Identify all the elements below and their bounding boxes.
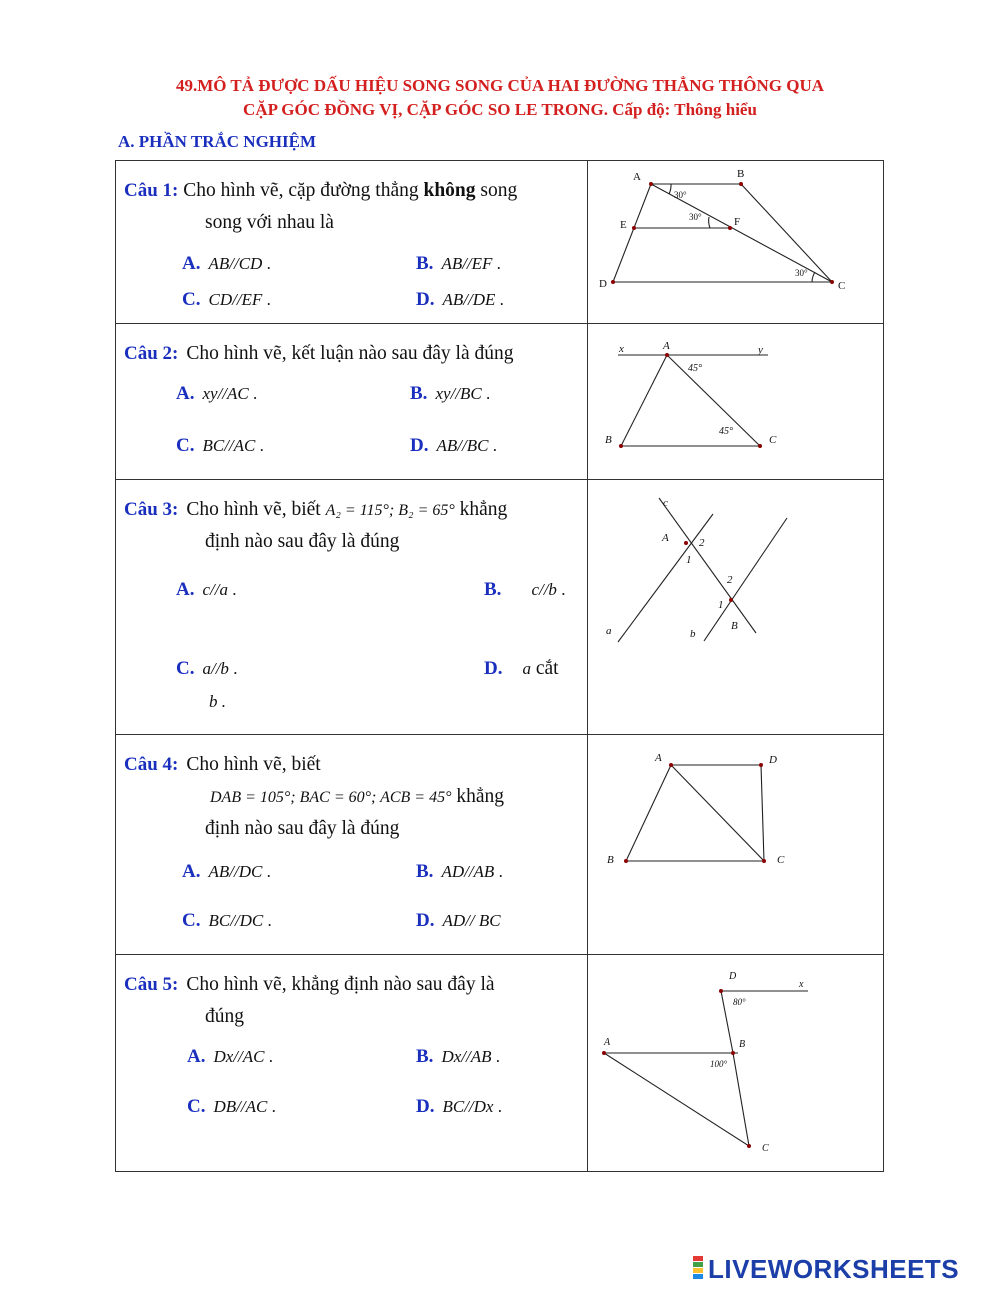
point-b <box>731 1051 735 1055</box>
question-2-cell <box>116 324 588 480</box>
segment-dc <box>761 765 764 861</box>
q5-option-a-value: Dx//AC <box>213 1047 265 1066</box>
q1-option-d-letter: D. <box>416 289 435 310</box>
angle-arc-c <box>812 272 815 282</box>
point-c <box>762 859 766 863</box>
label-b: B <box>607 854 614 866</box>
q1-option-d[interactable] <box>416 289 504 311</box>
question-row-5 <box>116 955 884 1172</box>
q4-option-c-suffix: . <box>263 911 272 930</box>
q3-option-c-letter: C. <box>176 658 195 679</box>
q4-option-b-letter: B. <box>416 861 434 882</box>
q4-option-c[interactable] <box>182 910 272 932</box>
q4-option-b-suffix: . <box>494 862 503 881</box>
point-b <box>739 182 743 186</box>
label-angle-b1: 1 <box>718 599 724 611</box>
label-b: B <box>737 168 745 180</box>
q4-option-a-letter: A. <box>182 861 201 882</box>
segment-ac <box>667 355 760 446</box>
q5-option-c-suffix: . <box>267 1097 276 1116</box>
q1-option-a-value: AB//CD <box>208 254 263 273</box>
question-2-figure <box>588 324 883 480</box>
title-line-1: 49.MÔ TẢ ĐƯỢC DẤU HIỆU SONG SONG CỦA HAI ĐƯỜNG THẲNG THÔNG QUA <box>175 76 825 95</box>
angle-label-c: 30° <box>795 268 808 278</box>
point-d <box>719 989 723 993</box>
q2-option-d-letter: D. <box>410 435 429 456</box>
label-angle-a2: 2 <box>699 537 705 549</box>
question-3-math: A₂ = 115°; B₂ = 65° <box>325 502 455 519</box>
question-3-label: Câu 3: <box>124 499 179 520</box>
label-x: x <box>799 979 804 990</box>
worksheet-title <box>100 74 900 122</box>
segment-ac <box>604 1053 749 1146</box>
angle-label-c: 45° <box>719 426 733 437</box>
point-b <box>624 859 628 863</box>
question-row-4 <box>116 735 884 955</box>
angle-label-a: 45° <box>688 363 702 374</box>
q4-option-d-letter: D. <box>416 910 435 931</box>
q3-option-d-suffix: cắt <box>530 658 559 679</box>
q2-option-d-value: AB//BC <box>436 436 489 455</box>
q1-option-a-suffix: . <box>262 254 271 273</box>
angle-arc-a <box>669 184 671 194</box>
q3-option-d-cont-value: b . <box>209 692 226 711</box>
q5-option-a-suffix: . <box>264 1047 273 1066</box>
q1-option-b-suffix: . <box>492 254 501 273</box>
label-e: E <box>620 219 627 231</box>
q3-option-a-suffix: . <box>227 580 237 599</box>
label-angle-b2: 2 <box>727 574 733 586</box>
q3-option-a-value: c//a <box>202 580 228 599</box>
segment-ab <box>626 765 671 861</box>
q4-option-c-letter: C. <box>182 910 201 931</box>
label-f: F <box>734 216 741 228</box>
logo-icon <box>692 1256 704 1280</box>
label-a: A <box>663 340 670 352</box>
logo-block-red <box>693 1256 703 1261</box>
question-1-text-bold: không <box>423 180 476 201</box>
segment-ad <box>613 184 651 282</box>
q1-option-b-letter: B. <box>416 253 434 274</box>
label-a: A <box>655 752 662 764</box>
point-a <box>602 1051 606 1055</box>
q3-option-d-value: a <box>522 659 531 678</box>
q1-option-a[interactable] <box>182 253 271 275</box>
q2-option-c-suffix: . <box>255 436 264 455</box>
label-point-a: A <box>662 532 669 544</box>
point-a <box>684 541 688 545</box>
q2-option-c[interactable] <box>176 435 264 457</box>
label-a: A <box>633 171 641 183</box>
title-line-2: CẶP GÓC ĐỒNG VỊ, CẶP GÓC SO LE TRONG. Cấp độ: Thông hiểu <box>243 100 757 119</box>
question-1-cell <box>116 161 588 324</box>
logo-block-yellow <box>693 1268 703 1273</box>
question-4-math: DAB = 105°; BAC = 60°; ACB = 45° <box>210 789 452 806</box>
q2-option-b[interactable] <box>410 383 490 405</box>
q4-option-a-value: AB//DC <box>208 862 263 881</box>
label-c: C <box>762 1143 769 1154</box>
label-y: y <box>758 344 763 356</box>
q2-option-d[interactable] <box>410 435 497 457</box>
question-1-figure-cell <box>588 161 884 324</box>
label-d: D <box>599 278 607 290</box>
question-1-text-part2: song <box>475 180 518 201</box>
q3-option-b-suffix: . <box>556 580 566 599</box>
q5-option-b[interactable] <box>416 1046 500 1068</box>
point-d <box>759 763 763 767</box>
angle-label-d: 80° <box>733 997 746 1007</box>
q2-option-c-letter: C. <box>176 435 195 456</box>
q4-option-a-suffix: . <box>262 862 271 881</box>
question-4-text-part2: khẳng <box>451 786 505 807</box>
question-4-text: Cho hình vẽ, biết <box>186 754 321 775</box>
q3-option-c[interactable] <box>176 658 237 680</box>
segment-bc <box>733 1053 749 1146</box>
q3-option-c-suffix: . <box>228 659 238 678</box>
q3-option-a[interactable] <box>176 579 236 601</box>
label-c: c <box>663 497 668 509</box>
question-5-stem <box>124 969 579 1032</box>
angle-label-f: 30° <box>689 212 702 222</box>
question-3-text-part1: Cho hình vẽ, biết <box>186 499 326 520</box>
logo-text: LIVEWORKSHEETS <box>708 1254 960 1284</box>
q4-option-b[interactable] <box>416 861 503 883</box>
angle-label-a: 30° <box>674 190 687 200</box>
segment-ac <box>671 765 764 861</box>
q1-option-c[interactable] <box>182 289 271 311</box>
q3-option-c-value: a//b <box>202 659 229 678</box>
q1-option-c-suffix: . <box>262 290 271 309</box>
question-3-text-cont: định nào sau đây là đúng <box>205 531 400 552</box>
question-4-math-line <box>124 781 579 813</box>
q2-option-a-letter: A. <box>176 383 195 404</box>
segment-bc <box>741 184 832 282</box>
q1-option-b[interactable] <box>416 253 501 275</box>
q3-option-d-continuation <box>209 692 226 712</box>
q3-option-b-value: c//b <box>531 580 557 599</box>
logo-block-green <box>693 1262 703 1267</box>
q2-option-a-value: xy//AC <box>202 384 249 403</box>
point-b <box>619 444 623 448</box>
line-b <box>704 518 787 641</box>
point-c <box>747 1144 751 1148</box>
q2-option-b-suffix: . <box>481 384 491 403</box>
question-1-label: Câu 1: <box>124 180 179 201</box>
label-d: D <box>769 754 777 766</box>
question-1-text-part1: Cho hình vẽ, cặp đường thẳng <box>178 180 424 201</box>
question-5-label: Câu 5: <box>124 974 179 995</box>
q1-option-d-suffix: . <box>495 290 504 309</box>
question-4-stem <box>124 749 579 844</box>
question-3-figure <box>588 480 883 735</box>
q5-option-c-letter: C. <box>187 1096 206 1117</box>
q5-option-a[interactable] <box>187 1046 273 1068</box>
question-3-figure-cell <box>588 480 884 735</box>
q5-option-d-suffix: . <box>493 1097 502 1116</box>
q2-option-b-letter: B. <box>410 383 428 404</box>
q4-option-d[interactable] <box>416 910 501 932</box>
question-5-figure <box>588 955 883 1172</box>
q5-option-b-letter: B. <box>416 1046 434 1067</box>
question-row-2 <box>116 324 884 480</box>
q3-option-b[interactable] <box>484 579 565 601</box>
question-4-text-cont: định nào sau đây là đúng <box>205 818 400 839</box>
q3-option-a-letter: A. <box>176 579 195 600</box>
point-f <box>728 226 732 230</box>
question-1-figure <box>588 161 883 324</box>
label-c: C <box>838 280 846 292</box>
q1-option-a-letter: A. <box>182 253 201 274</box>
q5-option-d-letter: D. <box>416 1096 435 1117</box>
q2-option-c-value: BC//AC <box>202 436 256 455</box>
label-point-b: B <box>731 620 738 632</box>
point-a <box>669 763 673 767</box>
question-2-text: Cho hình vẽ, kết luận nào sau đây là đúng <box>186 343 514 364</box>
q3-option-d-letter: D. <box>484 658 503 679</box>
label-b: B <box>739 1039 746 1050</box>
label-angle-a1: 1 <box>686 554 692 566</box>
angle-label-b: 100° <box>710 1059 728 1069</box>
q1-option-d-value: AB//DE <box>442 290 496 309</box>
q4-option-d-value: AD// BC <box>442 911 501 930</box>
question-2-stem <box>124 338 579 370</box>
question-3-stem <box>124 494 579 557</box>
q1-option-c-letter: C. <box>182 289 201 310</box>
q2-option-b-value: xy//BC <box>435 384 482 403</box>
question-1-stem <box>124 175 579 238</box>
question-4-figure-cell <box>588 735 884 955</box>
q3-option-d[interactable] <box>484 658 559 680</box>
label-a: A <box>604 1037 611 1048</box>
question-4-cell <box>116 735 588 955</box>
label-c: C <box>777 854 785 866</box>
point-a <box>649 182 653 186</box>
q2-option-a[interactable] <box>176 383 257 405</box>
question-3-cell <box>116 480 588 735</box>
q4-option-c-value: BC//DC <box>208 911 264 930</box>
question-3-text-part2: khẳng <box>454 499 508 520</box>
point-a <box>665 353 669 357</box>
q3-option-b-letter: B. <box>484 579 502 600</box>
q2-option-d-suffix: . <box>488 436 497 455</box>
question-5-text-part1: Cho hình vẽ, khẳng định nào sau đây là <box>186 974 495 995</box>
q5-option-c[interactable] <box>187 1096 276 1118</box>
segment-db <box>721 991 733 1053</box>
q5-option-a-letter: A. <box>187 1046 206 1067</box>
label-x: x <box>619 343 624 355</box>
segment-ab <box>621 355 667 446</box>
question-1-text-cont: song với nhau là <box>205 212 334 233</box>
q5-option-d[interactable] <box>416 1096 502 1118</box>
q5-option-b-suffix: . <box>491 1047 500 1066</box>
section-heading: A. PHẦN TRẮC NGHIỆM <box>118 132 317 151</box>
point-e <box>632 226 636 230</box>
logo-block-blue <box>693 1274 703 1279</box>
label-b: b <box>690 628 696 640</box>
question-row-3 <box>116 480 884 735</box>
point-d <box>611 280 615 284</box>
q1-option-c-value: CD//EF <box>208 290 263 309</box>
angle-arc-f <box>709 217 710 228</box>
q5-option-b-value: Dx//AB <box>441 1047 492 1066</box>
label-b: B <box>605 434 612 446</box>
line-c <box>659 498 756 633</box>
label-c: C <box>769 434 777 446</box>
label-d: D <box>729 971 737 982</box>
question-5-figure-cell <box>588 955 884 1172</box>
point-c <box>758 444 762 448</box>
q4-option-b-value: AD//AB <box>441 862 495 881</box>
question-4-figure <box>588 735 883 955</box>
q1-option-b-value: AB//EF <box>441 254 493 273</box>
question-5-text-cont: đúng <box>205 1006 244 1027</box>
liveworksheets-logo[interactable] <box>692 1254 992 1284</box>
q5-option-c-value: DB//AC <box>213 1097 268 1116</box>
question-2-figure-cell <box>588 324 884 480</box>
question-4-label: Câu 4: <box>124 754 179 775</box>
q5-option-d-value: BC//Dx <box>442 1097 494 1116</box>
label-a: a <box>606 625 612 637</box>
question-row-1 <box>116 161 884 324</box>
point-c <box>830 280 834 284</box>
q2-option-a-suffix: . <box>248 384 258 403</box>
question-2-label: Câu 2: <box>124 343 179 364</box>
questions-table <box>115 160 884 1172</box>
question-5-cell <box>116 955 588 1172</box>
point-b <box>729 598 733 602</box>
q4-option-a[interactable] <box>182 861 271 883</box>
